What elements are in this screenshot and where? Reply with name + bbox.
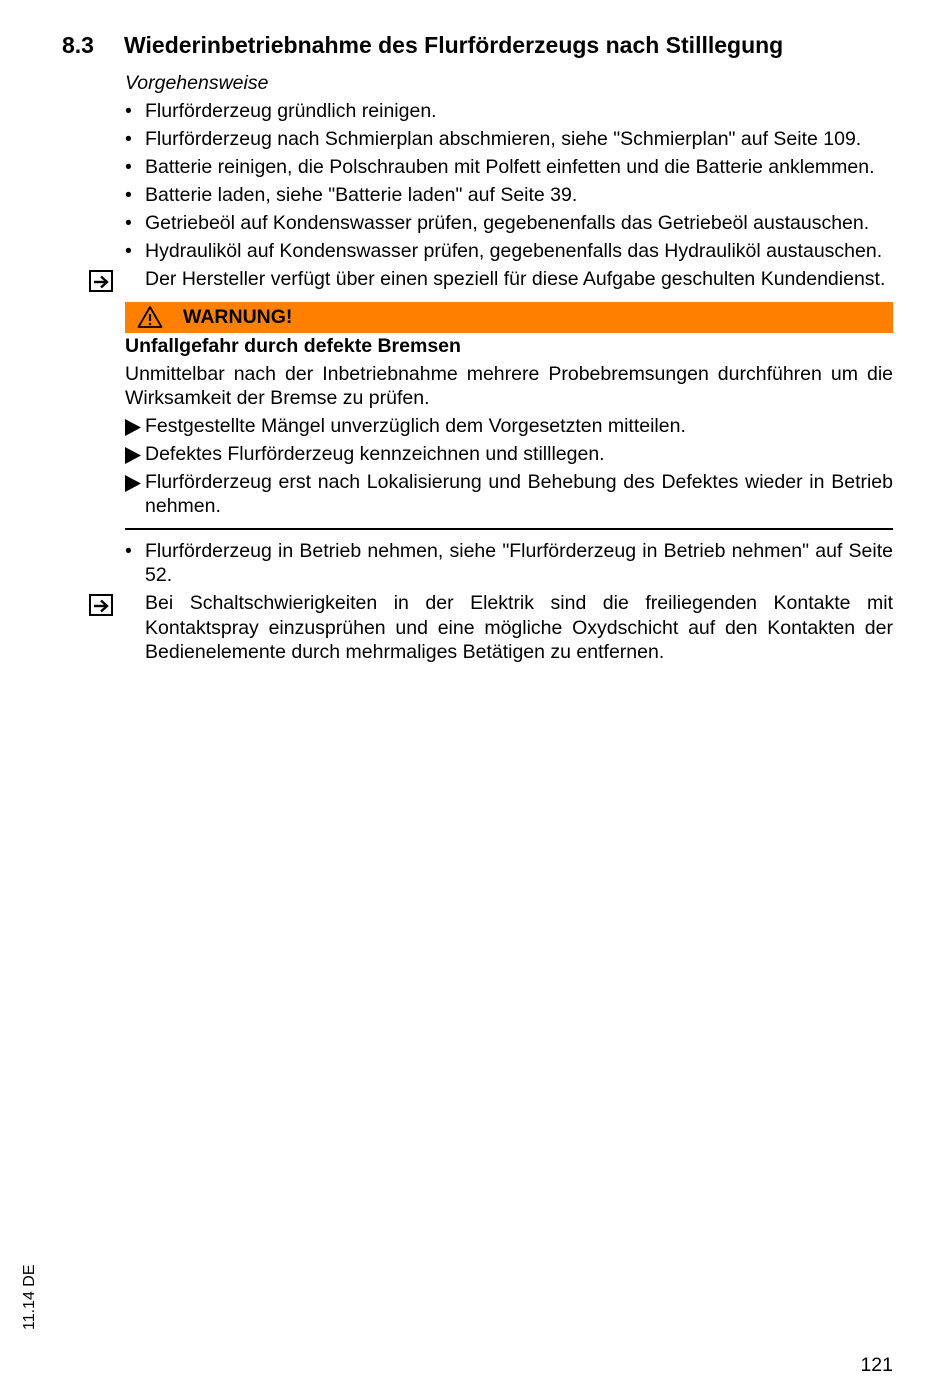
section-heading [62,30,902,60]
procedure-step [125,239,893,264]
warning-banner [125,302,893,333]
warning-label: WARNUNG! [183,306,293,328]
section-number: 8.3 [62,32,94,58]
warning-end-divider [125,528,893,530]
warning-action-text: Festgestellte Mängel unverzüglich dem Vorgesetzten mitteilen. [145,414,686,437]
bullet-icon: • [125,99,132,122]
page-number: 121 [860,1354,893,1376]
procedure-step-text: Flurförderzeug gründlich reinigen. [145,99,437,122]
final-step-text: Flurförderzeug in Betrieb nehmen, siehe "Flurförderzeug in Betrieb nehmen" auf Seite 52. [145,539,893,586]
final-step [125,539,893,588]
action-triangle-icon [125,418,141,443]
bullet-icon: • [125,183,132,206]
warning-action-text: Defektes Flurförderzeug kennzeichnen und stilllegen. [145,442,605,465]
action-triangle-icon [125,446,141,471]
procedure-step [125,127,893,152]
procedure-step-text: Hydrauliköl auf Kondenswasser prüfen, gegebenenfalls das Hydrauliköl austauschen. [145,239,883,262]
edition-label: 11.14 DE [21,1264,38,1330]
page-content [125,71,893,668]
note-arrow-icon [89,594,113,616]
action-triangle-icon [125,474,141,499]
procedure-note-text: Der Hersteller verfügt über einen speziell für diese Aufgabe geschulten Kundendienst. [145,267,886,290]
final-note [125,591,893,665]
procedure-step-text: Batterie reinigen, die Polschrauben mit Polfett einfetten und die Batterie anklemmen. [145,155,875,178]
warning-action [125,442,893,467]
warning-title: Unfallgefahr durch defekte Bremsen [125,335,461,357]
procedure-step [125,183,893,208]
procedure-step-text: Batterie laden, siehe "Batterie laden" auf Seite 39. [145,183,578,206]
warning-action [125,414,893,439]
section-title: Wiederinbetriebnahme des Flurförderzeugs nach Stilllegung [124,32,784,58]
procedure-step-text: Flurförderzeug nach Schmierplan abschmieren, siehe "Schmierplan" auf Seite 109. [145,127,862,150]
procedure-subheading: Vorgehensweise [125,72,269,94]
bullet-icon: • [125,155,132,178]
warning-triangle-icon [137,305,163,339]
bullet-icon: • [125,211,132,234]
final-note-text: Bei Schaltschwierigkeiten in der Elektrik sind die freiliegenden Kontakte mit Kontaktspray einzusprühen und eine mögliche Oxydschicht auf den Kontakten der Bedienelemente durch mehrmaliges Betätigen zu entfernen. [145,592,893,663]
warning-action [125,470,893,519]
procedure-step [125,211,893,236]
warning-text: Unmittelbar nach der Inbetriebnahme mehrere Probebremsungen durchführen um die Wirksamkeit der Bremse zu prüfen. [125,362,893,409]
bullet-icon: • [125,539,132,562]
procedure-step [125,155,893,180]
procedure-step-text: Getriebeöl auf Kondenswasser prüfen, gegebenenfalls das Getriebeöl austauschen. [145,211,870,234]
bullet-icon: • [125,127,132,150]
note-arrow-icon [89,270,113,292]
procedure-step [125,99,893,124]
procedure-note [125,267,893,292]
warning-action-text: Flurförderzeug erst nach Lokalisierung und Behebung des Defektes wieder in Betrieb nehmen. [145,470,893,517]
bullet-icon: • [125,239,132,262]
